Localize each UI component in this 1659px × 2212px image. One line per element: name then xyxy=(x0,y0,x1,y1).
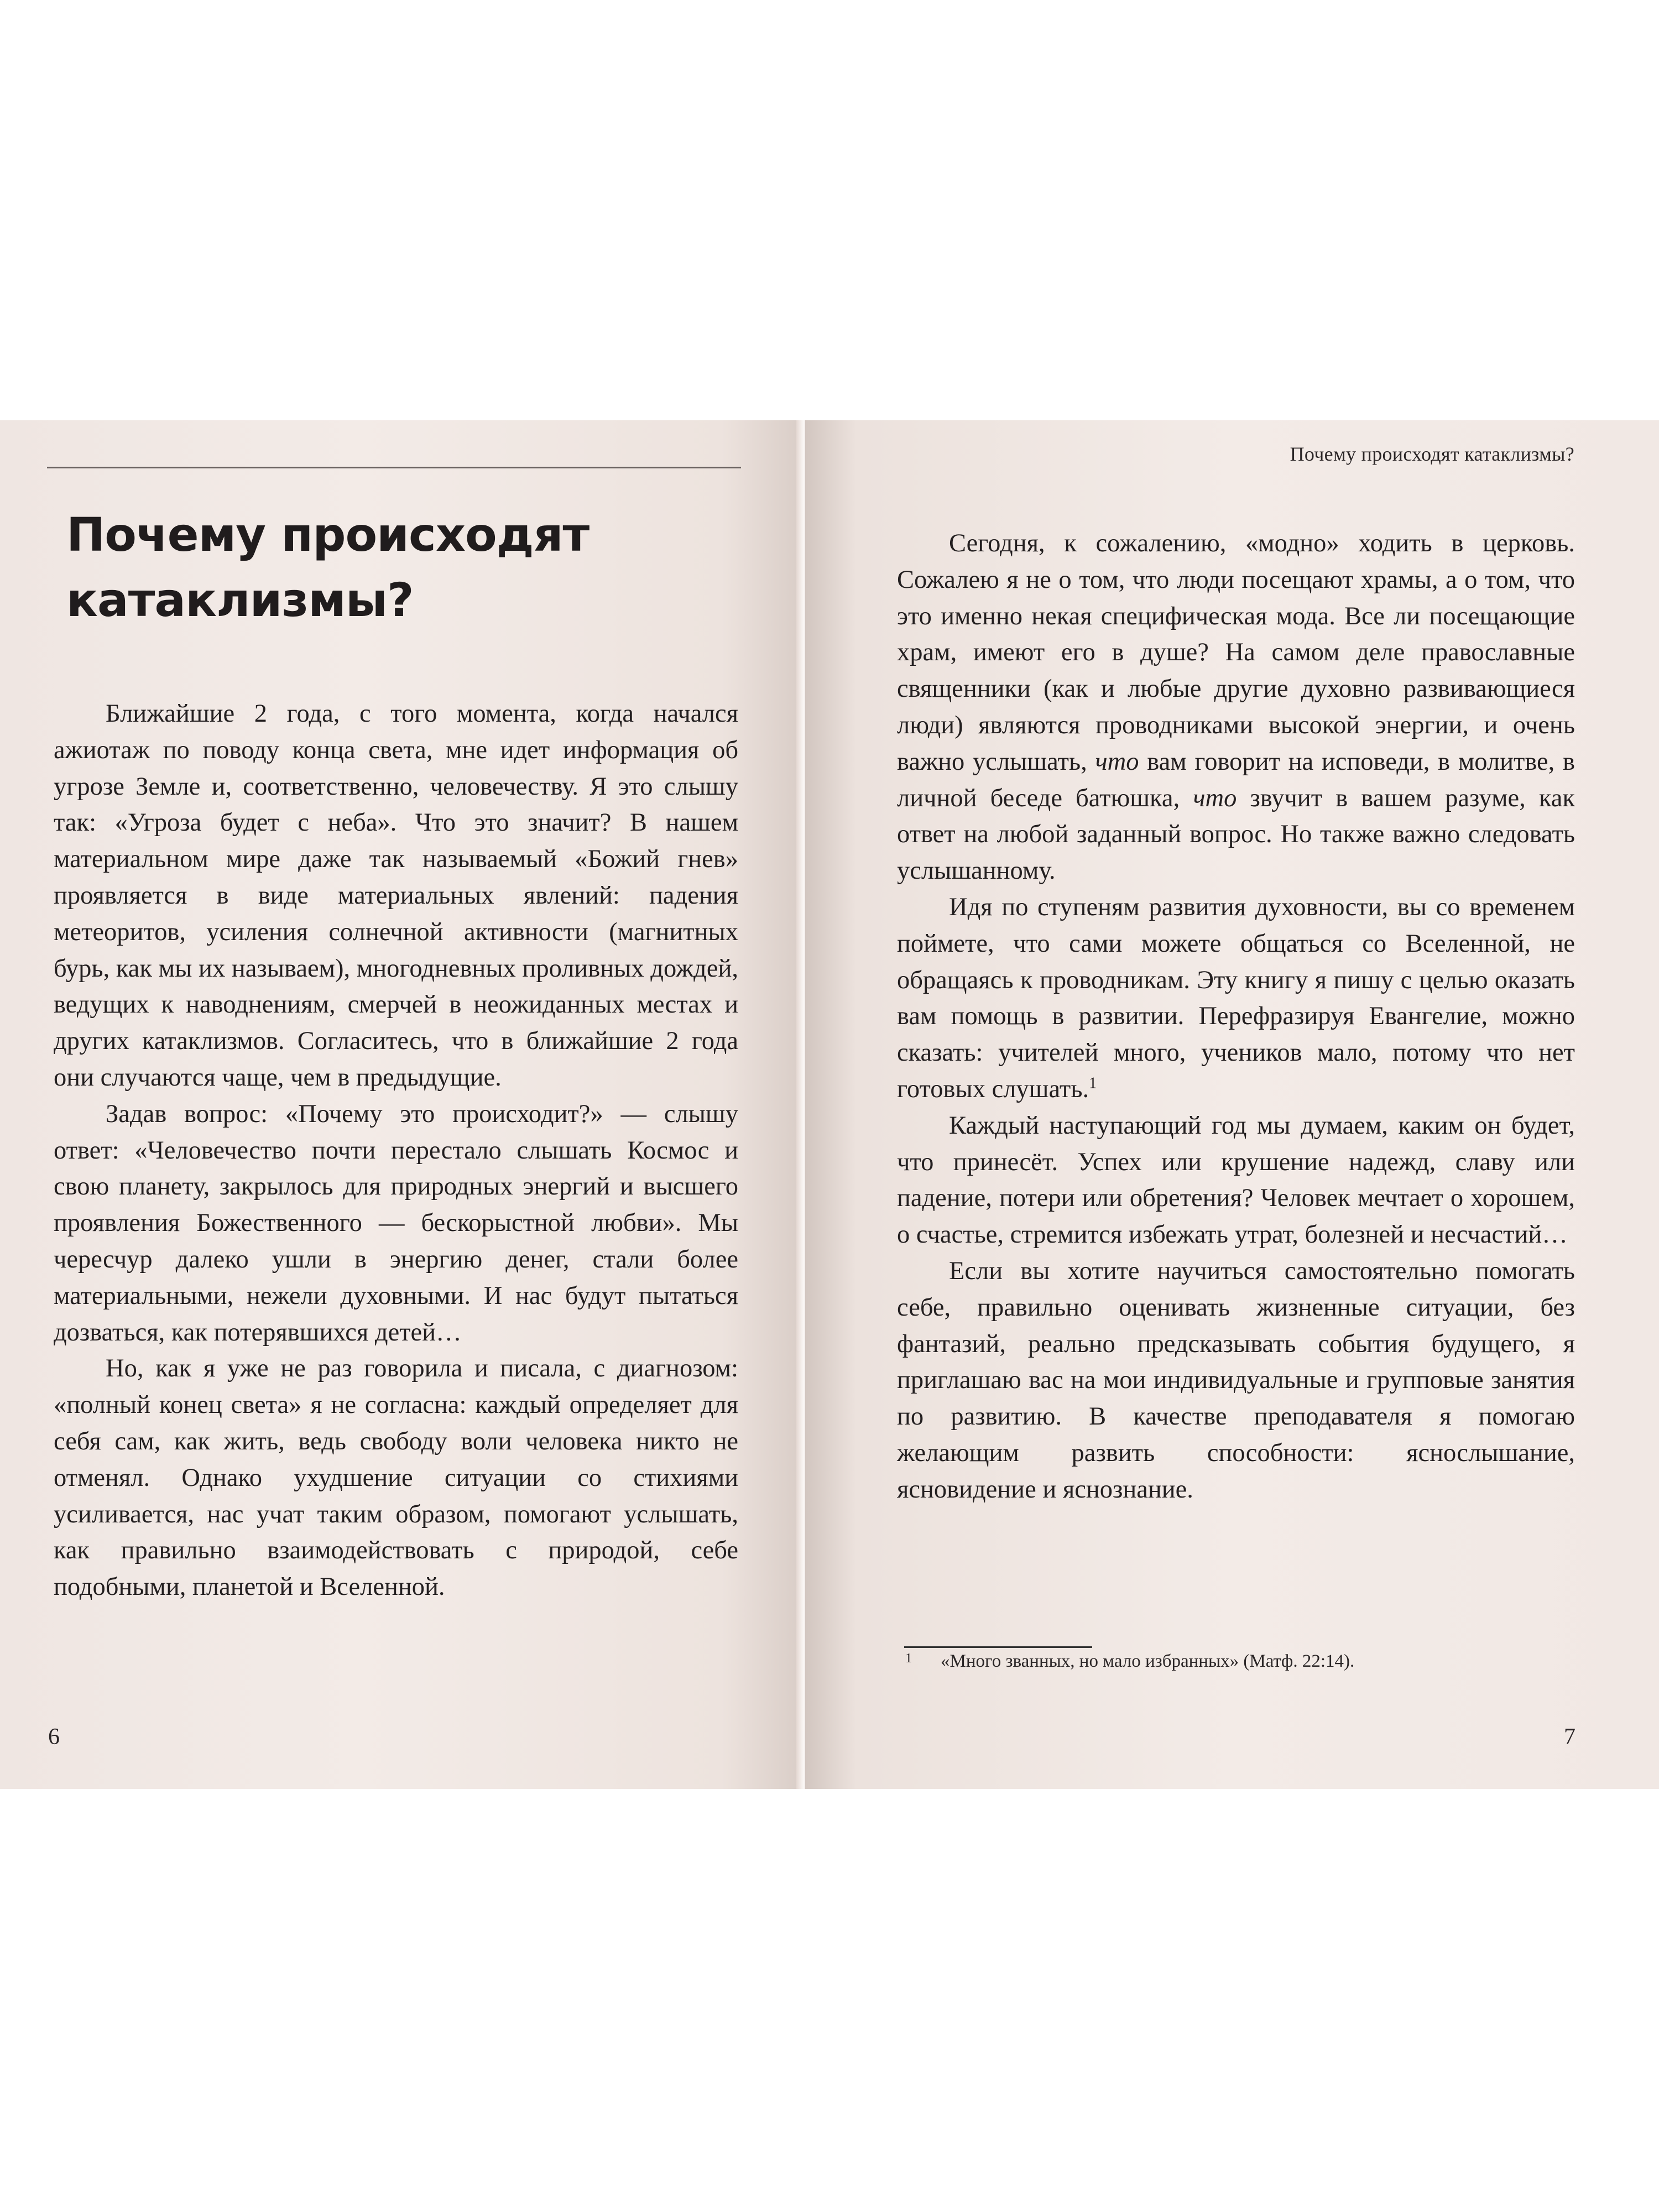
paragraph: Но, как я уже не раз говорила и писала, с диагнозом: «полный конец света» я не согласна: каждый определяет для себя сам, как жить, ведь свободу воли человека никто не отменял. Однако ухудшение ситуации со стихиями усиливается, нас учат таким образом, помогают услышать, как правильно взаимодействовать с природой, себе подобными, планетой и Вселенной. xyxy=(54,1354,738,1601)
paragraph: Идя по ступеням развития духовности, вы со временем поймете, что сами можете общаться со Вселенной, не обращаясь к проводникам. Эту книгу я пишу с целью оказать вам помощь в развитии. Перефразируя Евангелие, можно сказать: учителей много, учеников мало, потому что нет готовых слушать.$^1$ xyxy=(897,893,1575,1103)
emphasis: что xyxy=(1095,747,1139,776)
footnote xyxy=(905,1651,1354,1672)
book-spread xyxy=(0,420,1659,1789)
chapter-title: Почему происходят катаклизмы? xyxy=(66,508,589,627)
paragraph: Задав вопрос: «Почему это происходит?» — слышу ответ: «Человечество почти перестало слышать Космос и свою планету, закрылось для природных энергий и высшего проявления Божественного — бескорыстной любви». Мы чересчур далеко ушли в энергию денег, стали более материальными, нежели духовными. И нас будут пытаться дозваться, как потерявшихся детей… xyxy=(54,1099,738,1347)
footnote-rule xyxy=(904,1646,1092,1648)
right-page xyxy=(805,420,1659,1789)
page-number: 6 xyxy=(48,1724,60,1750)
left-page xyxy=(0,420,802,1789)
paragraph: Если вы хотите научиться самостоятельно помогать себе, правильно оценивать жизненные ситуации, без фантазий, реально предсказывать события будущего, я приглашаю вас на мои индивидуальные и групповые занятия по развитию. В качестве преподавателя я помогаю желающим развить способности: яснослышание, ясновидение и яснознание. xyxy=(897,1256,1575,1504)
emphasis: что xyxy=(1193,784,1237,812)
paragraph: Каждый наступающий год мы думаем, каким он будет, что принесёт. Успех или крушение надежд, славу или падение, потери или обретения? Человек мечтает о хорошем, о счастье, стремится избежать утрат, болезней и несчастий… xyxy=(897,1111,1575,1249)
page-number: 7 xyxy=(1564,1724,1575,1750)
footnote-text: «Много званных, но мало избранных» (Матф. 22:14). xyxy=(941,1651,1355,1671)
running-head: Почему происходят катаклизмы? xyxy=(1290,443,1574,465)
header-rule xyxy=(47,467,741,468)
right-body-text xyxy=(897,525,1575,1508)
footnote-number: 1 xyxy=(905,1651,912,1666)
paragraph: Ближайшие 2 года, с того момента, когда начался ажиотаж по поводу конца света, мне идет информация об угрозе Земле и, соответственно, человечеству. Я это слышу так: «Угроза будет с неба». Что это значит? В нашем материальном мире даже так называемый «Божий гнев» проявляется в виде материальных явлений: падения метеоритов, усиления солнечной активности (магнитных бурь, как мы их называем), многодневных проливных дождей, ведущих к наводнениям, смерчей в неожиданных местах и других катаклизмов. Согласитесь, что в ближайшие 2 года они случаются чаще, чем в предыдущие. xyxy=(54,700,738,1092)
left-body-text xyxy=(54,696,738,1605)
paragraph: Сегодня, к сожалению, «модно» ходить в церковь. Сожалею я не о том, что люди посещают храмы, а о том, что это именно некая специфическая мода. Все ли посещающие храм, имеют его в душе? На самом деле православные священники (как и любые другие духовно развивающиеся люди) являются проводниками высокой энергии, и очень важно услышать, что вам говорит на исповеди, в молитве, в личной беседе батюшка, что звучит в вашем разуме, как ответ на любой заданный вопрос. Но также важно следовать услышанному. xyxy=(897,529,1575,885)
footnote-mark: 1 xyxy=(1089,1074,1097,1092)
